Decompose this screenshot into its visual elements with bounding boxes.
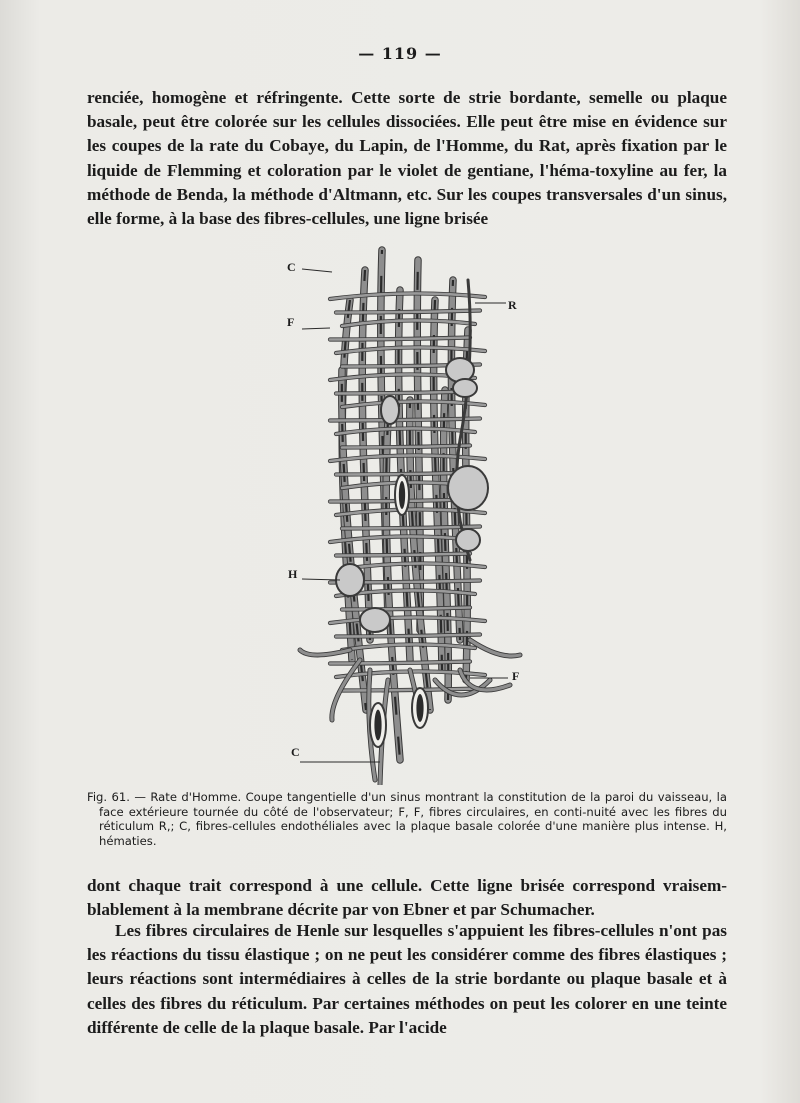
hematie	[381, 396, 399, 424]
page-number: — 119 —	[358, 44, 442, 63]
figure-caption	[87, 790, 727, 848]
paragraph-3: Les fibres circulaires de Henle sur lesquelles s'appuient les fibres-cellules n'ont pas les réactions du tissu élastique ; on ne peut les considérer comme des fibres élastiques ; leurs réactions sont intermédiaires à celles de la strie bordante ou plaque basale et à celles des fibres du réticulum. Par certaines méthodes on peut les colorer en une teinte différente de celle de la plaque basale. Par l'acide	[87, 921, 727, 1037]
hematie	[360, 608, 390, 632]
hematie	[456, 529, 480, 551]
hematie	[453, 379, 477, 397]
leader-line	[302, 579, 340, 580]
figure-label-c-bottom: C	[291, 745, 300, 759]
figure-label-h: H	[288, 567, 298, 581]
figure-label-f-right: F	[512, 669, 520, 683]
leader-line	[302, 328, 330, 329]
figure-label-r: R	[508, 298, 517, 312]
figure-label-f-left: F	[287, 315, 295, 329]
figure-caption-text: Fig. 61. — Rate d'Homme. Coupe tangentielle d'un sinus montrant la constitution de la paroi du vaisseau, la face extérieure tournée du côté de l'observateur; F, F, fibres circulaires, en conti-nuité avec les fibres du réticulum R,; C, fibres-cellules endothéliales avec la plaque basale colorée d'une manière plus intense. H, hématies.	[87, 790, 727, 848]
paragraph-2: dont chaque trait correspond à une cellule. Cette ligne brisée correspond vraisem-blablement à la membrane décrite par von Ebner et par Schumacher.	[87, 876, 727, 920]
nucleus	[399, 481, 405, 509]
hematie	[448, 466, 488, 510]
paragraph-1: renciée, homogène et réfringente. Cette sorte de strie bordante, semelle ou plaque basale, peut être colorée sur les cellules dissociées. Elle peut être mise en évidence sur les coupes de la rate du Cobaye, du Lapin, de l'Homme, du Rat, après fixation par le liquide de Flemming et coloration par le violet de gentiane, l'héma-toxyline au fer, la méthode de Benda, la méthode d'Altmann, etc. Sur les coupes transversales d'un sinus, elle forme, à la base des fibres-cellules, une ligne brisée	[87, 88, 727, 229]
hematie	[446, 358, 474, 382]
leader-line	[302, 269, 332, 272]
hematie	[336, 564, 364, 596]
figure-label-c-top: C	[287, 260, 296, 274]
nucleus	[374, 710, 381, 741]
figure-61-illustration	[270, 240, 540, 785]
nucleus	[416, 694, 423, 722]
